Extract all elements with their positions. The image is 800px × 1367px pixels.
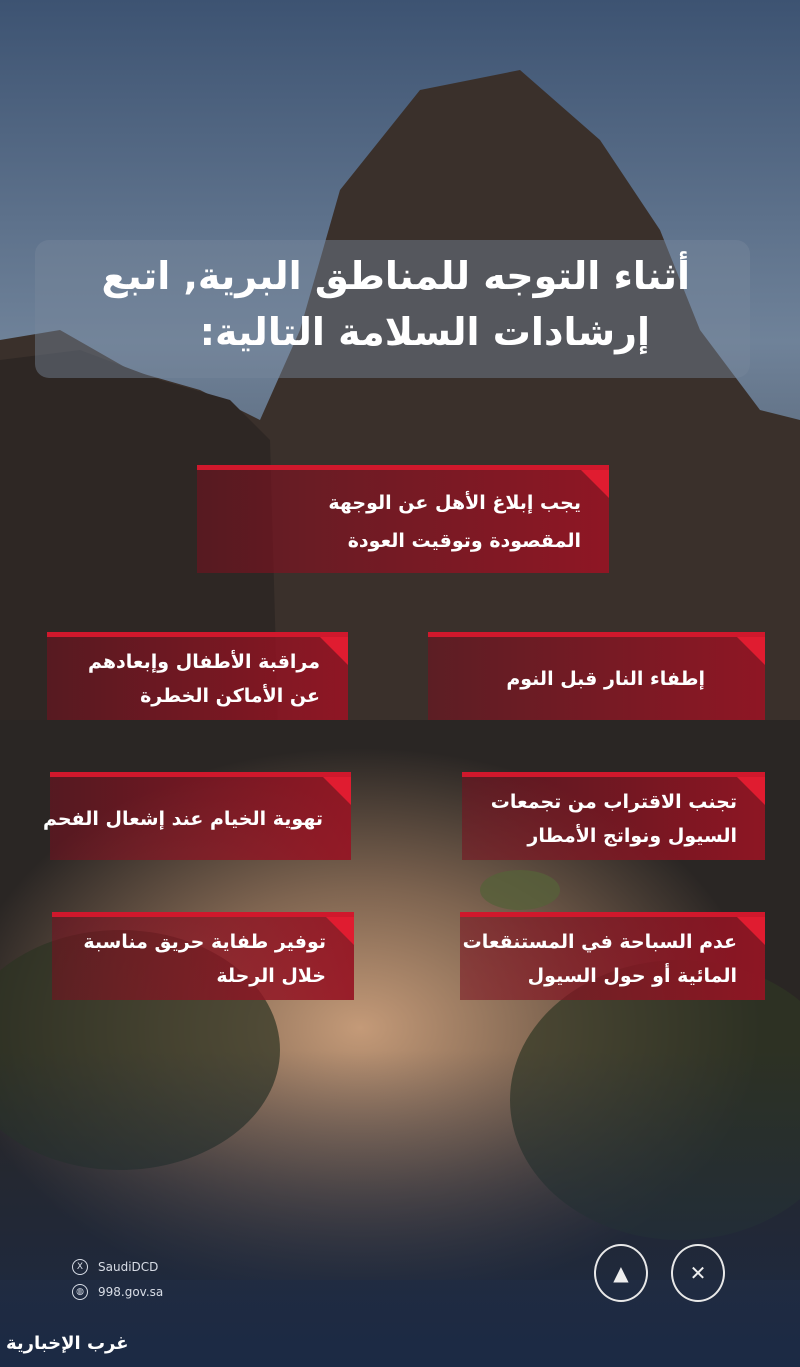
x-account-link[interactable] [72,1259,158,1275]
tip-text: المائية أو حول السيول [527,964,737,987]
tip-text: توفير طفاية حريق مناسبة [83,930,326,953]
tip-text: السيول ونواتج الأمطار [527,824,737,847]
tip-card-extinguish-fire [428,632,765,720]
title-banner [35,240,750,378]
corner-accent [737,637,765,665]
tip-card-watch-children [47,632,348,720]
title-line-1: أثناء التوجه للمناطق البرية, اتبع [101,254,690,298]
x-logo-icon: X [72,1259,88,1275]
tip-text: تجنب الاقتراب من تجمعات [490,790,737,813]
tip-text: إطفاء النار قبل النوم [506,667,705,690]
tip-text: عدم السباحة في المستنقعات [462,930,737,953]
x-handle: SaudiDCD [98,1260,159,1274]
website-link[interactable] [72,1284,163,1300]
tip-text: مراقبة الأطفال وإبعادهم [87,650,320,673]
title-line-2: إرشادات السلامة التالية: [199,310,650,354]
corner-accent [581,470,609,498]
corner-accent [326,917,354,945]
civil-defense-emblem-icon: ▲ [594,1244,648,1302]
tip-text: عن الأماكن الخطرة [140,684,320,707]
website-url: 998.gov.sa [98,1285,164,1299]
tip-text: تهوية الخيام عند إشعال الفحم [42,807,323,830]
tip-text: خلال الرحلة [216,964,326,987]
tip-card-fire-extinguisher [52,912,354,1000]
tip-text: يجب إبلاغ الأهل عن الوجهة [328,491,581,514]
brand-watermark: غرب الإخبارية [6,1333,129,1354]
tip-text: المقصودة وتوقيت العودة [347,529,581,552]
tip-card-no-swimming [460,912,765,1000]
tip-card-avoid-floods [462,772,765,860]
globe-icon: ◍ [72,1284,88,1300]
tip-card-ventilate-tents [42,772,351,860]
saudi-emblem-icon: ✕ [671,1244,725,1302]
corner-accent [320,637,348,665]
corner-accent [737,917,765,945]
corner-accent [737,777,765,805]
corner-accent [323,777,351,805]
tip-card-inform-family [197,465,609,573]
